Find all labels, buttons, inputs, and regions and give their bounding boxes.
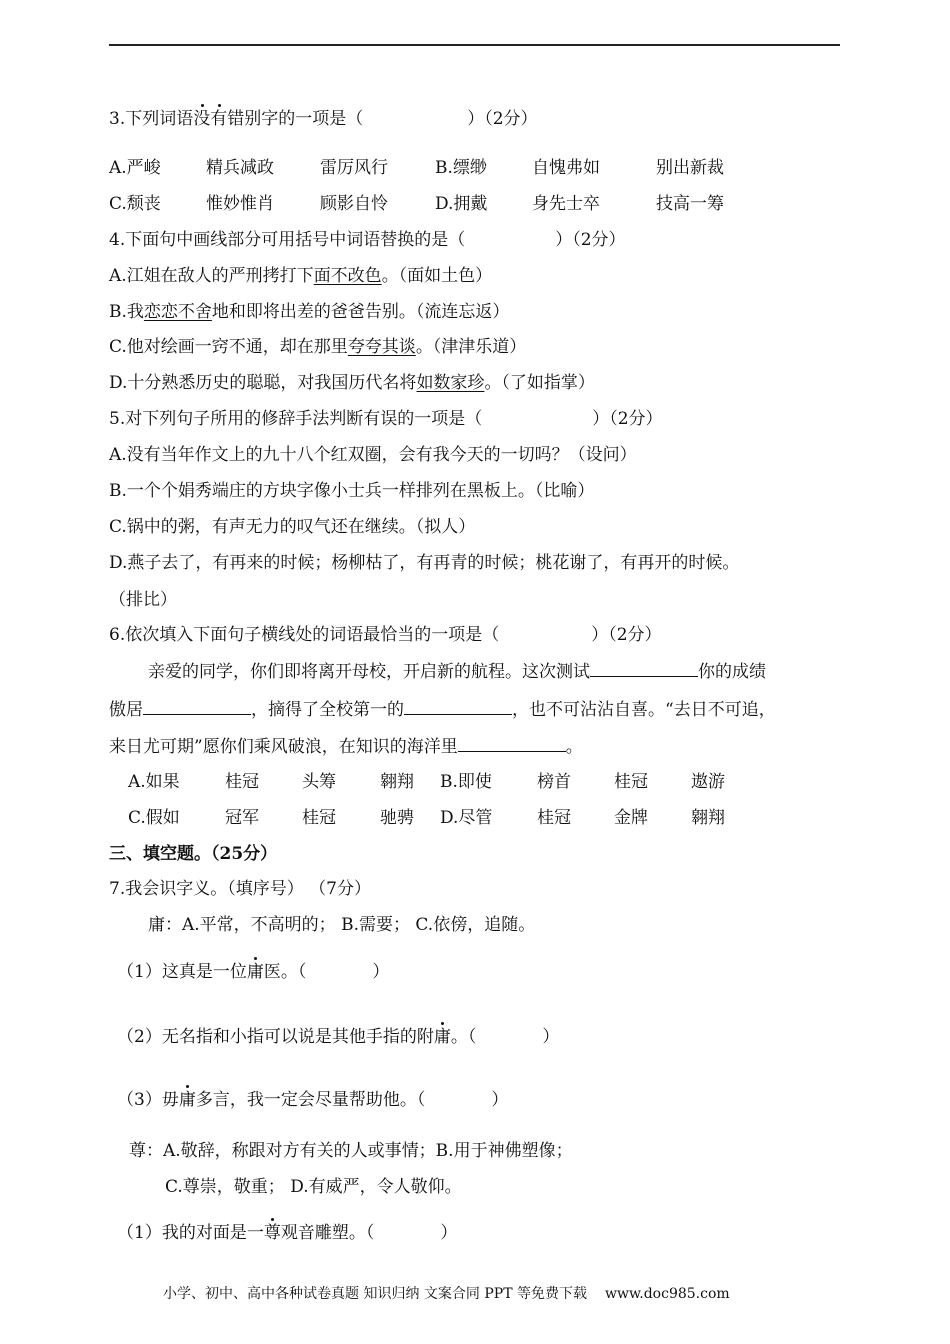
q4-option-d: D.十分熟悉历史的聪聪，对我国历代名将如数家珍。（了如指掌）: [109, 373, 595, 393]
q6-stem: 6.依次填入下面句子横线处的词语最恰当的一项是（ ）（2分）: [109, 625, 662, 645]
q5-stem: 5.对下列句子所用的修辞手法判断有误的一项是（ ）（2分）: [109, 409, 663, 429]
q6-word: 桂冠: [614, 772, 648, 792]
header-rule: [109, 44, 840, 46]
q3-word: 自愧弗如: [532, 158, 600, 178]
q4-option-c: C.他对绘画一窍不通，却在那里夸夸其谈。（津津乐道）: [109, 337, 527, 357]
q3-word: 惟妙惟肖: [206, 194, 274, 214]
q3-word: 身先士卒: [532, 194, 600, 214]
q3-option-b: B.缥缈: [435, 158, 487, 178]
q5-option-d-tag: （排比）: [109, 590, 177, 610]
q7-yong-item-1: （1）这真是一位庸医。（ ）: [117, 962, 390, 982]
q6-blank-4: [458, 735, 566, 752]
q6-word: 头筹: [302, 772, 336, 792]
q6-blank-1: [590, 660, 698, 677]
q7-yong-item-2: （2）无名指和小指可以说是其他手指的附庸。（ ）: [117, 1027, 560, 1047]
q5-option-b: B.一个个娟秀端庄的方块字像小士兵一样排列在黑板上。（比喻）: [109, 481, 595, 501]
q6-word: 桂冠: [537, 808, 571, 828]
footer-link[interactable]: www.doc985.com: [604, 1286, 730, 1302]
q6-blank-3: [404, 698, 512, 715]
q6-word: 桂冠: [225, 772, 259, 792]
q3-word: 雷厉风行: [320, 158, 388, 178]
q3-option-d: D.拥戴: [435, 194, 488, 214]
q6-word: 冠军: [225, 808, 259, 828]
q3-word: 顾影自怜: [320, 194, 388, 214]
q6-passage-line2: 傲居 ，摘得了全校第一的 ，也不可沾沾自喜。“去日不可追，: [109, 700, 776, 720]
q6-option-b: B.即使: [440, 772, 492, 792]
q6-option-c: C.假如: [128, 808, 180, 828]
q7-zun-definition-2: C.尊崇，敬重； D.有威严，令人敬仰。: [165, 1177, 462, 1197]
q6-word: 金牌: [614, 808, 648, 828]
q4-option-a: A.江姐在敌人的严刑拷打下面不改色。（面如土色）: [109, 266, 493, 286]
q7-stem: 7.我会识字义。（填序号） （7分）: [109, 879, 371, 899]
section-heading: 三、填空题。（25分）: [109, 844, 278, 864]
q6-option-d: D.尽管: [440, 808, 493, 828]
q6-word: 遨游: [691, 772, 725, 792]
q3-option-c: C.颓丧: [109, 194, 161, 214]
q3-word: 精兵减政: [206, 158, 274, 178]
q5-option-c: C.锅中的粥，有声无力的叹气还在继续。（拟人）: [109, 517, 476, 537]
q3-word: 技高一筹: [656, 194, 724, 214]
q5-option-d: D.燕子去了，有再来的时候；杨柳枯了，有再青的时候；桃花谢了，有再开的时候。: [109, 553, 740, 573]
q4-stem: 4.下面句中画线部分可用括号中词语替换的是（ ）（2分）: [109, 230, 626, 250]
q6-option-a: A.如果: [128, 772, 180, 792]
q3-word: 别出新裁: [656, 158, 724, 178]
q3-option-a: A.严峻: [109, 158, 161, 178]
q6-word: 驰骋: [380, 808, 414, 828]
q7-zun-item-1: （1）我的对面是一尊观音雕塑。（ ）: [117, 1223, 458, 1243]
q6-word: 翱翔: [380, 772, 414, 792]
q6-passage-line3: 来日尤可期”愿你们乘风破浪，在知识的海洋里 。: [109, 737, 583, 757]
footer: [163, 1283, 730, 1303]
q3-stem: 3.下列词语没有错别字的一项是（ ）（2分）: [109, 109, 538, 129]
q5-option-a: A.没有当年作文上的九十八个红双圈，会有我今天的一切吗？（设问）: [109, 445, 637, 465]
q6-passage-line1: 亲爱的同学，你们即将离开母校，开启新的航程。这次测试 你的成绩: [148, 662, 766, 682]
q7-yong-item-3: （3）毋庸多言，我一定会尽量帮助他。（ ）: [117, 1090, 509, 1110]
q6-word: 桂冠: [302, 808, 336, 828]
q4-option-b: B.我恋恋不舍地和即将出差的爸爸告别。（流连忘返）: [109, 302, 510, 322]
q6-word: 榜首: [537, 772, 571, 792]
q7-zun-definition-1: 尊：A.敬辞，称跟对方有关的人或事情；B.用于神佛塑像；: [129, 1141, 573, 1161]
q7-yong-definition: 庸：A.平常，不高明的； B.需要； C.依傍，追随。: [148, 915, 536, 935]
q6-blank-2: [143, 698, 251, 715]
q6-word: 翱翔: [691, 808, 725, 828]
footer-text: 小学、初中、高中各种试卷真题 知识归纳 文案合同 PPT 等免费下载: [163, 1286, 587, 1302]
